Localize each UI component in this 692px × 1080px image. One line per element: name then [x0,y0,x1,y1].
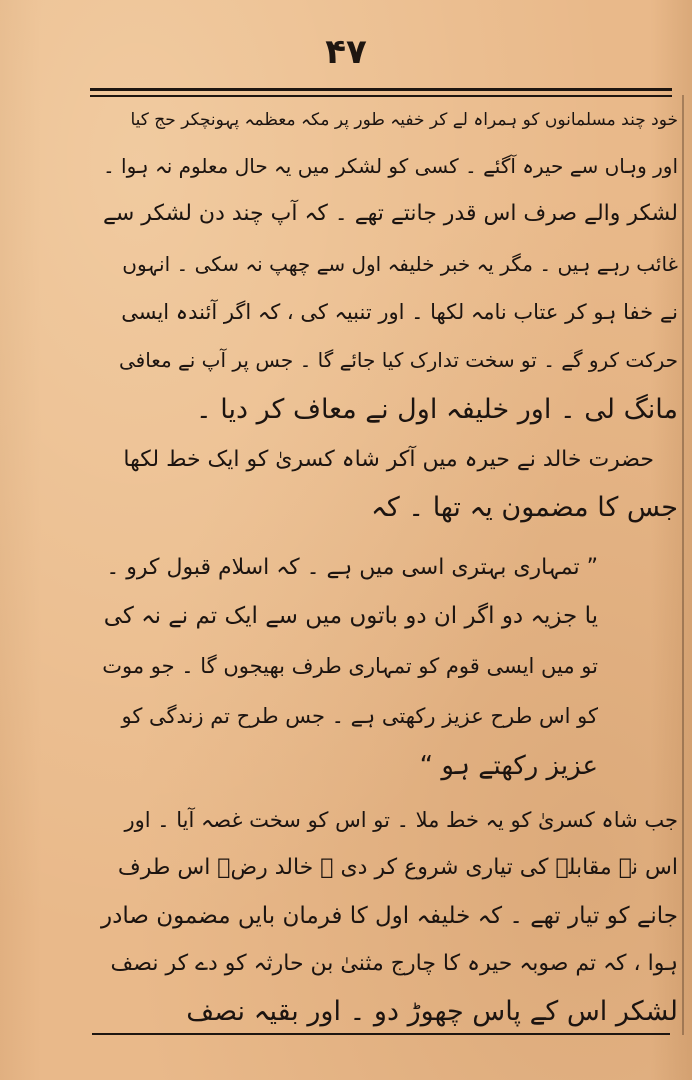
text-line: غائب رہے ہیں ۔ مگر یہ خبر خلیفہ اول سے چھپ نہ سکی ۔ انہوں [122,252,678,276]
page-edge-line [682,95,684,1035]
text-line: جانے کو تیار تھے ۔ کہ خلیفہ اول کا فرمان بایں مضمون صادر [101,903,678,929]
footer-rule [92,1033,670,1035]
quote-line: ” تمہاری بہتری اسی میں ہے ۔ کہ اسلام قبول کرو ۔ [106,555,598,580]
text-line: اس نے مقابلہ کی تیاری شروع کر دی ۔ خالد رضؓ اس طرف [117,855,678,880]
body-text [100,100,678,1030]
header-rule-bottom [90,95,672,97]
text-line: حرکت کرو گے ۔ تو سخت تدارک کیا جائے گا ۔ جس پر آپ نے معافی [118,348,678,372]
text-line: لشکر والے صرف اس قدر جانتے تھے ۔ کہ آپ چند دن لشکر سے [102,201,678,226]
quote-line: تو میں ایسی قوم کو تمہاری طرف بھیجوں گا ۔ جو موت [102,654,598,678]
quote-line: کو اس طرح عزیز رکھتی ہے ۔ جس طرح تم زندگی کو [121,704,598,728]
quote-line: یا جزیہ دو اگر ان دو باتوں میں سے ایک تم نے نہ کی [103,603,598,629]
quote-line: عزیز رکھتے ہو “ [419,751,598,781]
text-line: حضرت خالد نے حیرہ میں آکر شاہ کسریٰ کو ایک خط لکھا [123,447,654,472]
header-rule-top [90,88,672,91]
text-line: جس کا مضمون یہ تھا ۔ کہ [371,492,678,523]
text-line: نے خفا ہو کر عتاب نامہ لکھا ۔ اور تنبیہ کی ، کہ اگر آئندہ ایسی [121,300,678,324]
text-line: ہوا ، کہ تم صوبہ حیرہ کا چارج مثنیٰ بن حارثہ کو دے کر نصف [110,951,678,976]
text-line: جب شاہ کسریٰ کو یہ خط ملا ۔ تو اس کو سخت غصہ آیا ۔ اور [124,808,678,832]
text-line: خود چند مسلمانوں کو ہمراہ لے کر خفیہ طور پر مکہ معظمہ پہونچکر حج کیا [130,110,678,130]
text-line: اور وہاں سے حیرہ آگئے ۔ کسی کو لشکر میں یہ حال معلوم نہ ہوا ۔ [102,154,678,178]
page-number: ۴۷ [325,32,367,72]
text-line: مانگ لی ۔ اور خلیفہ اول نے معاف کر دیا ۔ [195,394,678,425]
text-line: لشکر اس کے پاس چھوڑ دو ۔ اور بقیہ نصف [186,996,678,1027]
